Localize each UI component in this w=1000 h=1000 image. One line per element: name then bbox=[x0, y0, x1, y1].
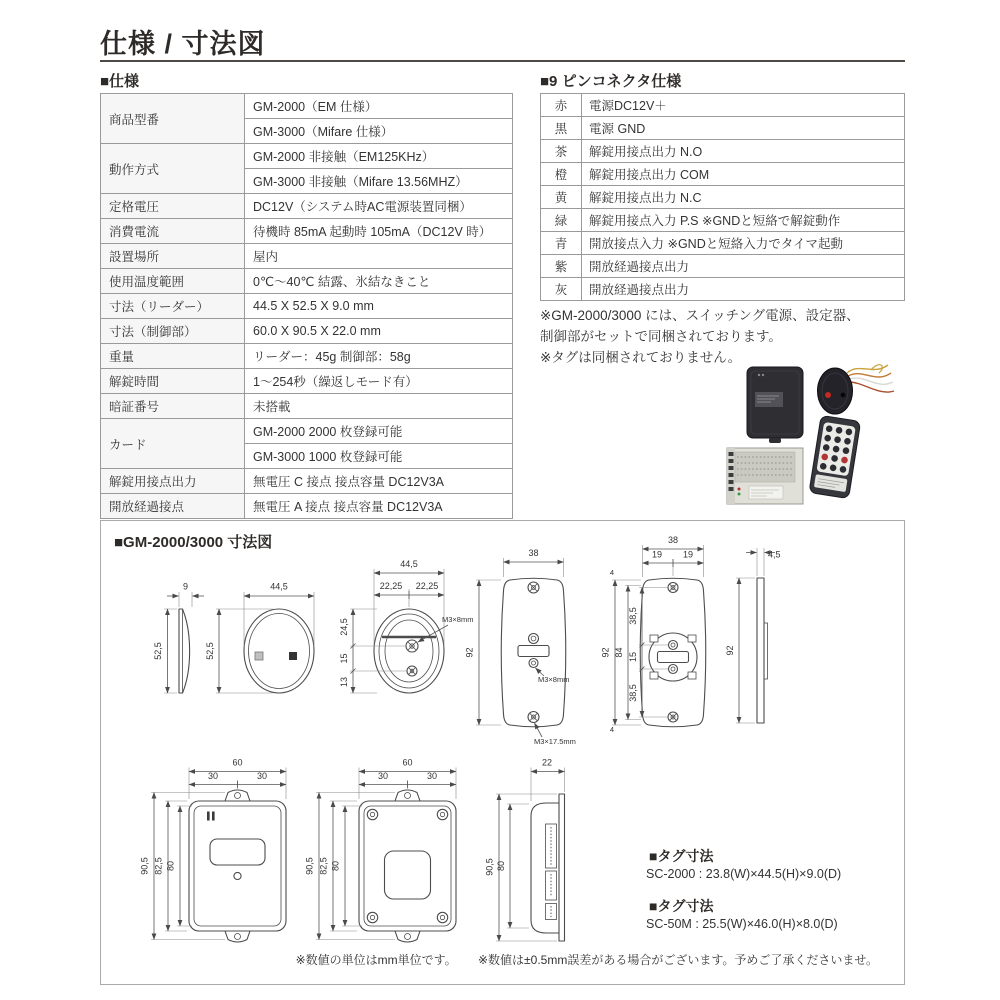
spec-row-label: 動作方式 bbox=[101, 144, 245, 194]
wire-color: 灰 bbox=[541, 278, 582, 301]
spec-row-label: 開放経過接点 bbox=[101, 494, 245, 519]
spec-row-value: 未搭載 bbox=[245, 394, 513, 419]
plate-front-view-drawing bbox=[465, 548, 576, 746]
dim-label: 90,5 bbox=[139, 857, 150, 875]
table-row bbox=[541, 140, 905, 163]
dim-label: 52,5 bbox=[205, 642, 215, 660]
dim-label: 52,5 bbox=[153, 642, 163, 660]
dim-label: 22 bbox=[541, 757, 553, 768]
drawings-heading: ■GM-2000/3000 寸法図 bbox=[114, 534, 273, 551]
spec-row-label: 解錠用接点出力 bbox=[101, 469, 245, 494]
table-row bbox=[101, 319, 513, 344]
dim-label: 82,5 bbox=[153, 857, 164, 875]
spec-row-value: 0℃〜40℃ 結露、氷結なきこと bbox=[245, 269, 513, 294]
dim-label: 30 bbox=[377, 771, 389, 781]
table-row bbox=[101, 344, 513, 369]
dim-label: 82,5 bbox=[318, 857, 329, 875]
dim-label: 38,5 bbox=[628, 607, 638, 625]
spec-row-value: GM-2000（EM 仕様） bbox=[245, 94, 513, 119]
reader-side-view-drawing bbox=[153, 582, 204, 694]
spec-row-value: GM-3000 1000 枚登録可能 bbox=[245, 444, 513, 469]
spec-row-value: GM-3000（Mifare 仕様） bbox=[245, 119, 513, 144]
dim-label: 4 bbox=[609, 725, 615, 734]
table-row bbox=[541, 117, 905, 140]
table-row bbox=[101, 294, 513, 319]
reader-back-view-drawing bbox=[339, 559, 473, 693]
dim-label: 24,5 bbox=[339, 618, 349, 636]
spec-row-value: 60.0 X 90.5 X 22.0 mm bbox=[245, 319, 513, 344]
wire-color: 茶 bbox=[541, 140, 582, 163]
table-row bbox=[541, 278, 905, 301]
wire-color: 緑 bbox=[541, 209, 582, 232]
table-row bbox=[101, 369, 513, 394]
spec-row-value: 待機時 85mA 起動時 105mA（DC12V 時） bbox=[245, 219, 513, 244]
dim-label: 22,25 bbox=[379, 581, 403, 591]
dim-label: 30 bbox=[426, 771, 438, 781]
spec-row-label: 解錠時間 bbox=[101, 369, 245, 394]
spec-row-value: 屋内 bbox=[245, 244, 513, 269]
table-row bbox=[101, 194, 513, 219]
table-row bbox=[101, 494, 513, 519]
wire-function: 開放接点入力 ※GNDと短絡入力でタイマ起動 bbox=[582, 232, 905, 255]
spec-row-label: 設置場所 bbox=[101, 244, 245, 269]
screw-label: M3×8mm bbox=[442, 615, 474, 624]
dim-label: 84 bbox=[614, 647, 624, 658]
wire-function: 開放経過接点出力 bbox=[582, 278, 905, 301]
dim-label: 4,5 bbox=[768, 549, 781, 560]
table-row bbox=[101, 419, 513, 444]
dim-label: 4 bbox=[609, 568, 615, 577]
tag-dims-line: SC-50M : 25.5(W)×46.0(H)×8.0(D) bbox=[646, 917, 838, 931]
dimension-drawings bbox=[101, 521, 904, 984]
dim-label: 9 bbox=[182, 581, 189, 592]
dim-label: 92 bbox=[464, 647, 475, 658]
wire-function: 解錠用接点出力 COM bbox=[582, 163, 905, 186]
dim-label: 38 bbox=[528, 548, 539, 558]
dim-label: 19 bbox=[651, 549, 663, 560]
wire-function: 開放経過接点出力 bbox=[582, 255, 905, 278]
dim-label: 92 bbox=[600, 647, 611, 658]
spec-row-value: リーダー：45g 制御部：58g bbox=[245, 344, 513, 369]
dim-label: 38,5 bbox=[628, 684, 638, 702]
wire-function: 解錠用接点出力 N.O bbox=[582, 140, 905, 163]
spec-row-label: 寸法（リーダー） bbox=[101, 294, 245, 319]
spec-row-label: 商品型番 bbox=[101, 94, 245, 144]
table-row bbox=[101, 469, 513, 494]
spec-row-label: 重量 bbox=[101, 344, 245, 369]
wire-function: 電源DC12V＋ bbox=[582, 94, 905, 117]
spec-row-value: 無電圧 A 接点 接点容量 DC12V3A bbox=[245, 494, 513, 519]
spec-row-label: 暗証番号 bbox=[101, 394, 245, 419]
drawing-footnotes bbox=[296, 951, 878, 968]
spec-table bbox=[100, 93, 513, 519]
spec-row-value: GM-2000 2000 枚登録可能 bbox=[245, 419, 513, 444]
table-row bbox=[101, 244, 513, 269]
dim-label: 19 bbox=[682, 549, 694, 560]
dim-label: 15 bbox=[339, 653, 349, 664]
controller-unit-photo bbox=[747, 367, 803, 443]
spec-row-value: 44.5 X 52.5 X 9.0 mm bbox=[245, 294, 513, 319]
spec-row-label: 寸法（制御部） bbox=[101, 319, 245, 344]
dim-label: 38 bbox=[667, 535, 679, 545]
table-row bbox=[541, 209, 905, 232]
dim-label: 90,5 bbox=[484, 858, 495, 876]
dim-label: 15 bbox=[628, 651, 638, 663]
dim-label: 22,25 bbox=[415, 581, 439, 591]
spec-row-label: 定格電圧 bbox=[101, 194, 245, 219]
power-supply-photo bbox=[727, 448, 803, 504]
dim-label: 80 bbox=[165, 860, 176, 872]
controller-front-view-drawing bbox=[140, 758, 287, 943]
reader-led-window bbox=[255, 652, 263, 660]
spec-row-value: GM-2000 非接触（EM125KHz） bbox=[245, 144, 513, 169]
dim-label: 90,5 bbox=[304, 857, 315, 875]
wire-color: 青 bbox=[541, 232, 582, 255]
wire-function: 解錠用接点入力 P.S ※GNDと短絡で解錠動作 bbox=[582, 209, 905, 232]
table-row bbox=[101, 394, 513, 419]
spec-row-value: GM-3000 非接触（Mifare 13.56MHZ） bbox=[245, 169, 513, 194]
table-row bbox=[101, 94, 513, 119]
note-line: ※タグは同梱されておりません。 bbox=[540, 349, 742, 365]
table-row bbox=[541, 255, 905, 278]
title-divider bbox=[100, 60, 905, 62]
screw-label: M3×17.5mm bbox=[534, 737, 576, 746]
plate-back-view-drawing bbox=[601, 535, 706, 734]
dim-label: 44,5 bbox=[400, 559, 418, 569]
dim-label: 30 bbox=[207, 771, 219, 781]
dim-label: 30 bbox=[256, 771, 268, 781]
note-line: 制御部がセットで同梱されております。 bbox=[540, 328, 782, 344]
spec-row-label: カード bbox=[101, 419, 245, 469]
dim-label: 13 bbox=[339, 676, 349, 688]
reader-front-view-drawing bbox=[205, 582, 314, 694]
controller-back-view-drawing bbox=[305, 758, 457, 943]
wire-function: 解錠用接点出力 N.C bbox=[582, 186, 905, 209]
product-photos bbox=[713, 356, 913, 512]
wire-color: 黒 bbox=[541, 117, 582, 140]
wire-function: 電源 GND bbox=[582, 117, 905, 140]
spec-section-heading: ■仕様 bbox=[100, 73, 140, 90]
wire-color: 橙 bbox=[541, 163, 582, 186]
spec-row-label: 使用温度範囲 bbox=[101, 269, 245, 294]
table-row bbox=[101, 219, 513, 244]
wire-color: 黄 bbox=[541, 186, 582, 209]
key-tag-photo bbox=[818, 365, 895, 414]
tag-dims-heading: ■タグ寸法 bbox=[649, 848, 714, 864]
table-row bbox=[101, 144, 513, 169]
controller-side-view-drawing bbox=[485, 758, 565, 942]
dimension-drawings-box bbox=[100, 520, 905, 985]
dim-label: 60 bbox=[402, 757, 413, 768]
dim-label: 44,5 bbox=[270, 581, 288, 592]
table-row bbox=[541, 186, 905, 209]
spec-row-label: 消費電流 bbox=[101, 219, 245, 244]
spec-row-value: 無電圧 C 接点 接点容量 DC12V3A bbox=[245, 469, 513, 494]
table-row bbox=[101, 269, 513, 294]
connector-table bbox=[540, 93, 905, 301]
dim-label: 80 bbox=[330, 860, 341, 872]
spec-row-value: DC12V（システム時AC電源装置同梱） bbox=[245, 194, 513, 219]
connector-section-heading: ■9 ピンコネクタ仕様 bbox=[540, 73, 682, 90]
dim-label: 60 bbox=[232, 757, 243, 768]
wire-color: 紫 bbox=[541, 255, 582, 278]
dim-label: 80 bbox=[496, 860, 506, 872]
table-row bbox=[541, 163, 905, 186]
table-row bbox=[541, 94, 905, 117]
dim-label: 92 bbox=[725, 645, 735, 656]
plate-side-view-drawing bbox=[725, 548, 781, 723]
footnote: ※数値は±0.5mm誤差がある場合がございます。予めご了承くださいませ。 bbox=[478, 953, 878, 967]
wire-color: 赤 bbox=[541, 94, 582, 117]
note-line: ※GM-2000/3000 には、スイッチング電源、設定器、 bbox=[540, 308, 860, 323]
footnote: ※数値の単位はmm単位です。 bbox=[295, 953, 457, 967]
reader-sensor-window bbox=[289, 652, 297, 660]
page-title: 仕様 / 寸法図 bbox=[100, 29, 266, 59]
tag-dims-heading: ■タグ寸法 bbox=[649, 898, 714, 914]
remote-setter-photo bbox=[809, 415, 861, 498]
table-row bbox=[541, 232, 905, 255]
spec-row-value: 1〜254秒（繰返しモード有） bbox=[245, 369, 513, 394]
tag-led-dot bbox=[825, 392, 831, 398]
tag-dims-line: SC-2000 : 23.8(W)×44.5(H)×9.0(D) bbox=[646, 867, 842, 881]
screw-label: M3×8mm bbox=[538, 675, 570, 684]
